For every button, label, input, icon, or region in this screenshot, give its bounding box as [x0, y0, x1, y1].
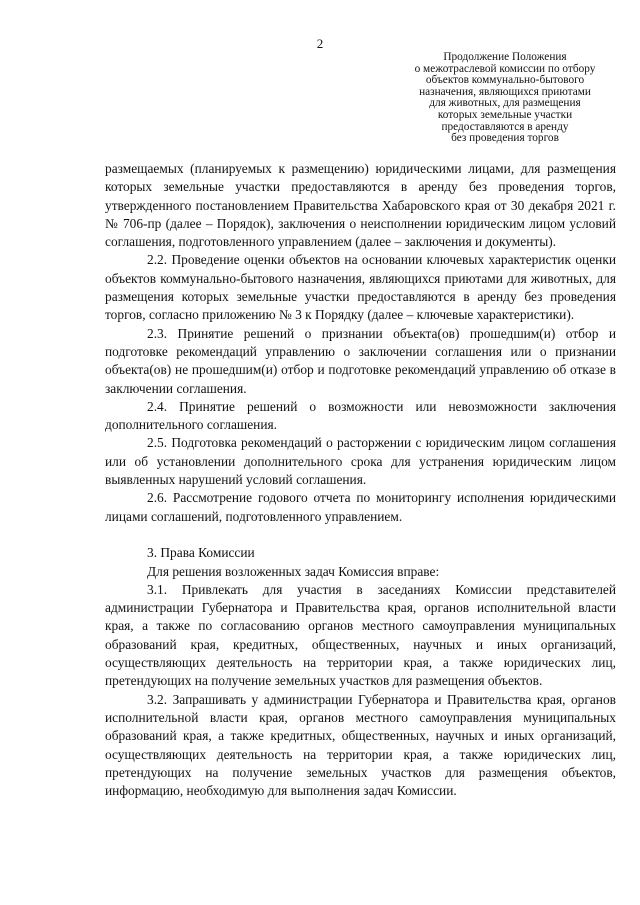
spacer [105, 526, 616, 544]
continuation-header [392, 52, 618, 145]
paragraph-2-2: 2.2. Проведение оценки объектов на основании ключевых характеристик оценки объектов коммунально-бытового назначения, являющихся приютами для животных, для размещения которых земельные участки предоставляются в аренду без проведения торгов, согласно приложению № 3 к Порядку (далее – ключевые характеристики). [105, 252, 616, 323]
section-3-heading: 3. Права Комиссии [147, 545, 255, 561]
header-line: назначения, являющихся приютами [419, 85, 591, 98]
header-line: для животных, для размещения [429, 97, 581, 110]
paragraph-continuation: размещаемых (планируемых к размещению) юридическими лицами, для размещения которых земельные участки предоставляются в аренду без проведения торгов, утвержденного постановлением Правительства Хабаровского края от 30 декабря 2021 г. № 706-пр (далее – Порядок), заключения о неисполнении юридическим лицом условий соглашения, подготовленного управлением (далее – заключения и документы). [105, 161, 616, 250]
page-number: 2 [316, 36, 324, 51]
header-line: Продолжение Положения [443, 51, 567, 63]
paragraph-2-3: 2.3. Принятие решений о признании объекта(ов) прошедшим(и) отбор и подготовке рекомендаций управлению о заключении соглашения или о признании объекта(ов) не прошедшим(и) отбор и подготовке рекомендаций управлению об отказе в заключении соглашения. [105, 325, 616, 396]
header-line: о межотраслевой комиссии по отбору [414, 62, 596, 75]
paragraph-3-1: 3.1. Привлекать для участия в заседаниях Комиссии представителей администрации Губернатора и Правительства края, органов исполнительной власти края, а также по согласованию органов местного самоуправления муниципальных образований края, кредитных, общественных, научных и иных организаций, осуществляющих деятельность на территории края, а также юридических лиц, претендующих на получение земельных участков для размещения объектов. [105, 581, 616, 689]
paragraph-2-4: 2.4. Принятие решений о возможности или невозможности заключения дополнительного соглашения. [105, 398, 616, 433]
paragraph-3-2: 3.2. Запрашивать у администрации Губернатора и Правительства края, органов исполнительной власти края, органов местного самоуправления муниципальных образований края, а также кредитных, общественных, научных и иных организаций, осуществляющих деятельность на территории края, а также юридических лиц, претендующих на получение земельных участков для размещения объектов, информацию, необходимую для выполнения задач Комиссии. [105, 691, 616, 799]
document-body [105, 160, 616, 800]
paragraph-2-6: 2.6. Рассмотрение годового отчета по мониторингу исполнения юридическими лицами соглашений, подготовленного управлением. [105, 490, 616, 524]
header-line: без проведения торгов [451, 132, 559, 145]
header-line: которых земельные участки [437, 108, 573, 121]
header-line: предоставляются в аренду [441, 120, 569, 133]
paragraph-section-3-intro: Для решения возложенных задач Комиссия вправе: [147, 563, 440, 579]
paragraph-2-5: 2.5. Подготовка рекомендаций о расторжении с юридическим лицом соглашения или об установлении дополнительного срока для устранения юридическим лицом выявленных нарушений условий соглашения. [105, 435, 616, 488]
header-line: объектов коммунально-бытового [425, 74, 585, 87]
